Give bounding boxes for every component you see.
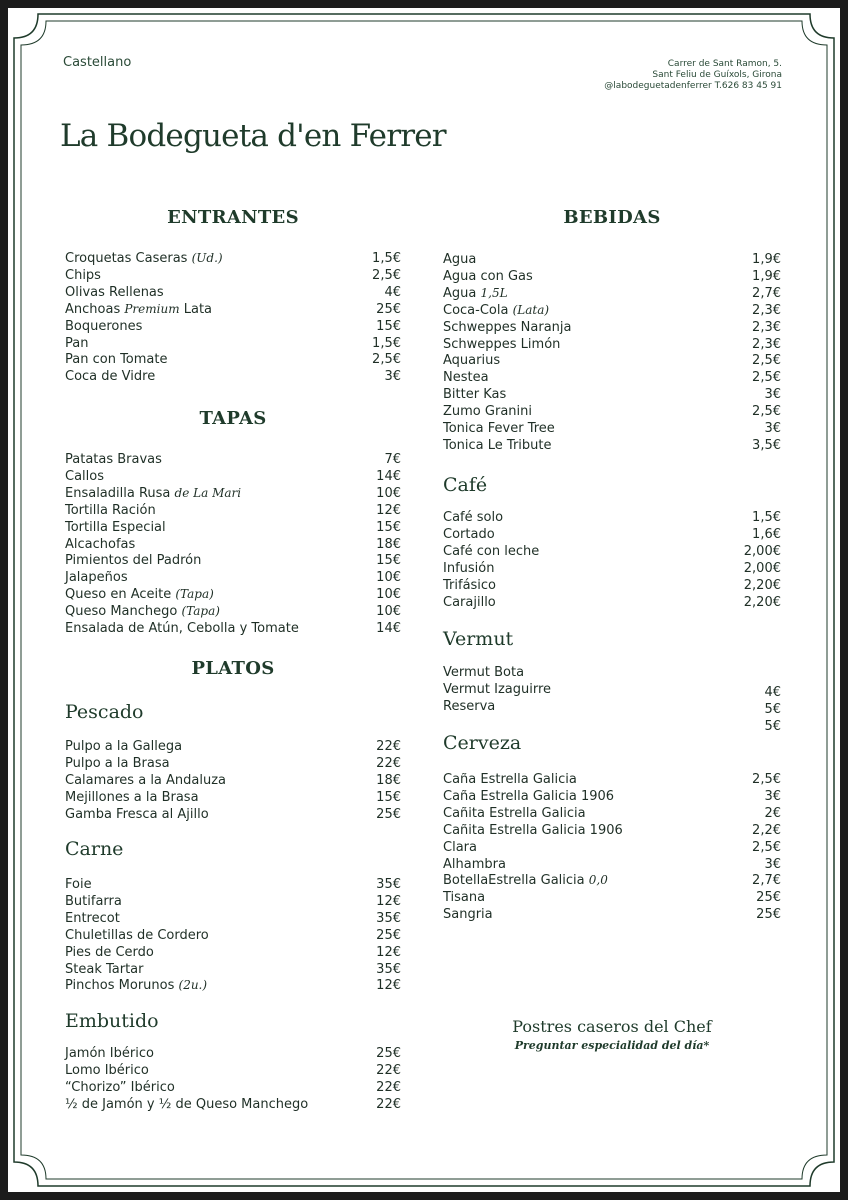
menu-item-name: Clara xyxy=(443,840,477,855)
menu-item-price: 12€ xyxy=(376,894,401,909)
menu-item-name: Schweppes Limón xyxy=(443,337,561,352)
menu-item-name: Cañita Estrella Galicia 1906 xyxy=(443,823,623,838)
menu-item-price: 25€ xyxy=(756,907,781,922)
menu-item-name: Queso en Aceite (Tapa) xyxy=(65,587,214,602)
menu-item-name: Boquerones xyxy=(65,319,143,334)
menu-item xyxy=(443,839,781,856)
menu-item-name: Cañita Estrella Galicia xyxy=(443,806,586,821)
menu-item xyxy=(443,771,781,788)
menu-item xyxy=(65,977,401,994)
menu-item xyxy=(65,755,401,772)
menu-item-name: Jamón Ibérico xyxy=(65,1046,154,1061)
menu-item-price: 2,7€ xyxy=(752,873,781,888)
menu-item-note: (Tapa) xyxy=(175,587,214,601)
menu-item-name: Aquarius xyxy=(443,353,501,368)
vermut-price: 4€ xyxy=(764,685,781,700)
vermut-price: 5€ xyxy=(764,702,781,717)
menu-item-price: 18€ xyxy=(376,537,401,552)
menu-item xyxy=(65,318,401,335)
menu-item-name: Coca-Cola (Lata) xyxy=(443,303,550,318)
menu-item xyxy=(443,369,781,386)
menu-item-name: Pan con Tomate xyxy=(65,352,168,367)
menu-item-price: 35€ xyxy=(376,962,401,977)
menu-item-name: Carajillo xyxy=(443,595,496,610)
menu-item-note: (Lata) xyxy=(512,303,550,317)
menu-item xyxy=(65,485,401,502)
menu-item xyxy=(443,268,781,285)
menu-item xyxy=(443,285,781,302)
menu-item xyxy=(443,352,781,369)
menu-item-name: Cortado xyxy=(443,527,495,542)
menu-item-name: Schweppes Naranja xyxy=(443,320,572,335)
language-label: Castellano xyxy=(63,55,132,70)
menu-item-price: 15€ xyxy=(376,553,401,568)
menu-item-name: Chuletillas de Cordero xyxy=(65,928,209,943)
menu-item xyxy=(65,603,401,620)
menu-item-price: 25€ xyxy=(376,928,401,943)
menu-item-note: Premium xyxy=(124,302,180,316)
menu-item-name: Agua con Gas xyxy=(443,269,533,284)
menu-item-name: Sangria xyxy=(443,907,493,922)
menu-item-price: 7€ xyxy=(384,452,401,467)
menu-item-price: 2,20€ xyxy=(743,595,781,610)
menu-item-name: BotellaEstrella Galicia 0,0 xyxy=(443,873,608,888)
menu-item xyxy=(443,577,781,594)
menu-item-price: 10€ xyxy=(376,486,401,501)
menu-item xyxy=(65,1096,401,1113)
menu-item xyxy=(65,301,401,318)
menu-item-price: 2,3€ xyxy=(752,303,781,318)
menu-item-price: 1,9€ xyxy=(752,269,781,284)
menu-item-name: Alhambra xyxy=(443,857,506,872)
menu-item-price: 2,5€ xyxy=(752,353,781,368)
menu-page xyxy=(8,8,840,1192)
menu-item-price: 14€ xyxy=(376,621,401,636)
menu-item xyxy=(443,889,781,906)
menu-item xyxy=(65,451,401,468)
menu-item-note: 1,5L xyxy=(480,286,508,300)
tapas-list xyxy=(65,451,401,641)
menu-item-price: 4€ xyxy=(384,285,401,300)
menu-item-price: 18€ xyxy=(376,773,401,788)
menu-item-name: Jalapeños xyxy=(65,570,128,585)
menu-item-name: Foie xyxy=(65,877,92,892)
menu-item-name: Ensaladilla Rusa de La Mari xyxy=(65,486,242,501)
menu-item xyxy=(443,251,781,268)
entrantes-heading: ENTRANTES xyxy=(167,207,299,228)
postres-subtitle: Preguntar especialidad del día* xyxy=(514,1039,710,1052)
menu-item-price: 10€ xyxy=(376,604,401,619)
menu-item-name: Butifarra xyxy=(65,894,122,909)
menu-item xyxy=(65,789,401,806)
menu-item xyxy=(65,335,401,352)
menu-item-price: 15€ xyxy=(376,520,401,535)
menu-item-name: Agua xyxy=(443,252,477,267)
menu-item xyxy=(65,267,401,284)
menu-item-price: 10€ xyxy=(376,587,401,602)
menu-item xyxy=(65,586,401,603)
menu-item xyxy=(443,856,781,873)
menu-item-note: (Tapa) xyxy=(181,604,220,618)
menu-item-name: Anchoas Premium Lata xyxy=(65,302,213,317)
menu-item-note: 0,0 xyxy=(588,873,608,887)
menu-item-name: Coca de Vidre xyxy=(65,369,156,384)
menu-item xyxy=(65,536,401,553)
menu-item-name: Café con leche xyxy=(443,544,540,559)
menu-item-name: Nestea xyxy=(443,370,489,385)
menu-item-name: Trifásico xyxy=(443,578,497,593)
menu-item-price: 12€ xyxy=(376,945,401,960)
embutido-list xyxy=(65,1045,401,1115)
menu-item-name: Alcachofas xyxy=(65,537,136,552)
menu-item-name: Lomo Ibérico xyxy=(65,1063,149,1078)
menu-item xyxy=(443,526,781,543)
pescado-list xyxy=(65,738,401,824)
menu-item-price: 15€ xyxy=(376,790,401,805)
embutido-heading: Embutido xyxy=(65,1010,159,1032)
menu-item xyxy=(65,772,401,789)
menu-item-name: Pies de Cerdo xyxy=(65,945,154,960)
menu-item xyxy=(65,351,401,368)
menu-item-price: 2,5€ xyxy=(752,840,781,855)
menu-item xyxy=(443,403,781,420)
address-contact: @labodeguetadenferrer T.626 83 45 91 xyxy=(604,81,782,91)
menu-item-price: 12€ xyxy=(376,978,401,993)
carne-list xyxy=(65,876,401,996)
tapas-heading: TAPAS xyxy=(199,408,267,429)
menu-item xyxy=(65,1062,401,1079)
menu-item-name: Tortilla Ración xyxy=(65,503,156,518)
menu-item-name: Callos xyxy=(65,469,104,484)
vermut-name: Reserva xyxy=(443,699,496,714)
menu-item-name: Steak Tartar xyxy=(65,962,144,977)
menu-item-price: 22€ xyxy=(376,739,401,754)
menu-item xyxy=(443,302,781,319)
menu-item-name: Pimientos del Padrón xyxy=(65,553,202,568)
carne-heading: Carne xyxy=(65,838,124,860)
menu-item-price: 2,00€ xyxy=(743,561,781,576)
menu-item-price: 25€ xyxy=(376,807,401,822)
menu-item xyxy=(443,336,781,353)
menu-item-name: Mejillones a la Brasa xyxy=(65,790,199,805)
menu-item xyxy=(65,806,401,823)
menu-item xyxy=(65,961,401,978)
menu-item xyxy=(65,927,401,944)
menu-item-name: Olivas Rellenas xyxy=(65,285,164,300)
menu-item-name: Café solo xyxy=(443,510,504,525)
menu-item-price: 22€ xyxy=(376,1097,401,1112)
menu-item-name: Tisana xyxy=(443,890,486,905)
cerveza-heading: Cerveza xyxy=(443,732,522,754)
menu-item xyxy=(65,738,401,755)
menu-item-price: 2€ xyxy=(764,806,781,821)
cafe-heading: Café xyxy=(443,474,488,496)
menu-item-price: 22€ xyxy=(376,1063,401,1078)
menu-item-price: 14€ xyxy=(376,469,401,484)
bebidas-heading: BEBIDAS xyxy=(563,207,661,228)
menu-item-price: 2,5€ xyxy=(372,352,401,367)
menu-item-name: Caña Estrella Galicia 1906 xyxy=(443,789,615,804)
menu-item xyxy=(65,910,401,927)
menu-item-price: 2,5€ xyxy=(752,772,781,787)
menu-item xyxy=(65,876,401,893)
menu-item xyxy=(65,944,401,961)
menu-item-name: Pan xyxy=(65,336,89,351)
menu-item xyxy=(443,319,781,336)
menu-item-price: 1,5€ xyxy=(752,510,781,525)
address-block xyxy=(568,59,782,92)
menu-item-price: 25€ xyxy=(376,302,401,317)
menu-item-price: 2,5€ xyxy=(752,370,781,385)
menu-item-name: Tonica Le Tribute xyxy=(443,438,552,453)
menu-item xyxy=(65,569,401,586)
address-city: Sant Feliu de Guíxols, Girona xyxy=(652,70,782,80)
vermut-name: Vermut Bota xyxy=(443,665,525,680)
menu-item-price: 2,3€ xyxy=(752,320,781,335)
menu-item xyxy=(443,788,781,805)
menu-item-price: 2,7€ xyxy=(752,286,781,301)
vermut-name: Vermut Izaguirre xyxy=(443,682,552,697)
cafe-list xyxy=(443,509,781,613)
menu-item-price: 2,00€ xyxy=(743,544,781,559)
menu-item-name: ½ de Jamón y ½ de Queso Manchego xyxy=(65,1097,309,1112)
menu-item-price: 22€ xyxy=(376,1080,401,1095)
menu-item-price: 2,2€ xyxy=(752,823,781,838)
menu-item xyxy=(65,250,401,267)
menu-item-name: Patatas Bravas xyxy=(65,452,162,467)
menu-item-price: 3€ xyxy=(764,789,781,804)
menu-item-price: 2,5€ xyxy=(372,268,401,283)
menu-item-name: Caña Estrella Galicia xyxy=(443,772,577,787)
restaurant-title: La Bodegueta d'en Ferrer xyxy=(60,118,446,154)
menu-item-name: Zumo Granini xyxy=(443,404,532,419)
menu-item-name: Agua 1,5L xyxy=(443,286,508,301)
menu-item-price: 25€ xyxy=(756,890,781,905)
menu-item-price: 1,5€ xyxy=(372,336,401,351)
menu-item-price: 25€ xyxy=(376,1046,401,1061)
menu-item xyxy=(443,543,781,560)
menu-item-price: 3,5€ xyxy=(752,438,781,453)
menu-item-name: Entrecot xyxy=(65,911,120,926)
address-street: Carrer de Sant Ramon, 5. xyxy=(667,59,782,69)
vermut-list xyxy=(443,664,781,734)
menu-item-price: 35€ xyxy=(376,911,401,926)
menu-item-price: 3€ xyxy=(384,369,401,384)
menu-item-price: 1,6€ xyxy=(752,527,781,542)
menu-item-name: Chips xyxy=(65,268,101,283)
menu-item-name: Pulpo a la Brasa xyxy=(65,756,170,771)
menu-item-price: 3€ xyxy=(764,857,781,872)
menu-item xyxy=(443,509,781,526)
entrantes-list xyxy=(65,250,401,390)
menu-item xyxy=(443,872,781,889)
menu-item-price: 10€ xyxy=(376,570,401,585)
menu-item-name: Pulpo a la Gallega xyxy=(65,739,183,754)
menu-item-price: 2,20€ xyxy=(743,578,781,593)
menu-item xyxy=(65,1045,401,1062)
menu-item-name: Queso Manchego (Tapa) xyxy=(65,604,220,619)
postres-title: Postres caseros del Chef xyxy=(512,1017,712,1036)
menu-item-name: “Chorizo” Ibérico xyxy=(65,1080,175,1095)
menu-item xyxy=(65,519,401,536)
menu-item-name: Bitter Kas xyxy=(443,387,507,402)
menu-item-name: Gamba Fresca al Ajillo xyxy=(65,807,209,822)
vermut-heading: Vermut xyxy=(443,628,514,650)
menu-item xyxy=(443,822,781,839)
menu-item-note: de La Mari xyxy=(174,486,242,500)
menu-item-name: Tortilla Especial xyxy=(65,520,166,535)
menu-item xyxy=(443,437,781,454)
menu-item xyxy=(65,893,401,910)
menu-item-price: 1,5€ xyxy=(372,251,401,266)
cerveza-list xyxy=(443,771,781,927)
menu-item xyxy=(443,386,781,403)
menu-item xyxy=(65,284,401,301)
menu-item-price: 15€ xyxy=(376,319,401,334)
menu-item-name: Pinchos Morunos (2u.) xyxy=(65,978,208,993)
menu-item xyxy=(65,468,401,485)
menu-item xyxy=(65,1079,401,1096)
bebidas-list xyxy=(443,251,781,459)
menu-item-price: 2,5€ xyxy=(752,404,781,419)
menu-item xyxy=(443,805,781,822)
menu-item-note: (Ud.) xyxy=(191,251,223,265)
menu-item xyxy=(443,594,781,611)
menu-item-price: 12€ xyxy=(376,503,401,518)
platos-heading: PLATOS xyxy=(191,658,275,679)
menu-item-name: Infusión xyxy=(443,561,495,576)
menu-item xyxy=(65,620,401,637)
pescado-heading: Pescado xyxy=(65,701,144,723)
menu-item-price: 35€ xyxy=(376,877,401,892)
menu-item-note: (2u.) xyxy=(178,978,208,992)
menu-item-price: 3€ xyxy=(764,421,781,436)
menu-item xyxy=(443,906,781,923)
menu-item xyxy=(65,502,401,519)
menu-item-price: 3€ xyxy=(764,387,781,402)
menu-item xyxy=(443,560,781,577)
menu-item xyxy=(443,420,781,437)
menu-item-name: Tonica Fever Tree xyxy=(443,421,555,436)
menu-item xyxy=(65,552,401,569)
menu-item xyxy=(65,368,401,385)
menu-item-name: Ensalada de Atún, Cebolla y Tomate xyxy=(65,621,299,636)
menu-item-price: 2,3€ xyxy=(752,337,781,352)
menu-item-name: Calamares a la Andaluza xyxy=(65,773,227,788)
menu-item-price: 1,9€ xyxy=(752,252,781,267)
vermut-price: 5€ xyxy=(764,719,781,734)
menu-item-price: 22€ xyxy=(376,756,401,771)
menu-item-name: Croquetas Caseras (Ud.) xyxy=(65,251,223,266)
